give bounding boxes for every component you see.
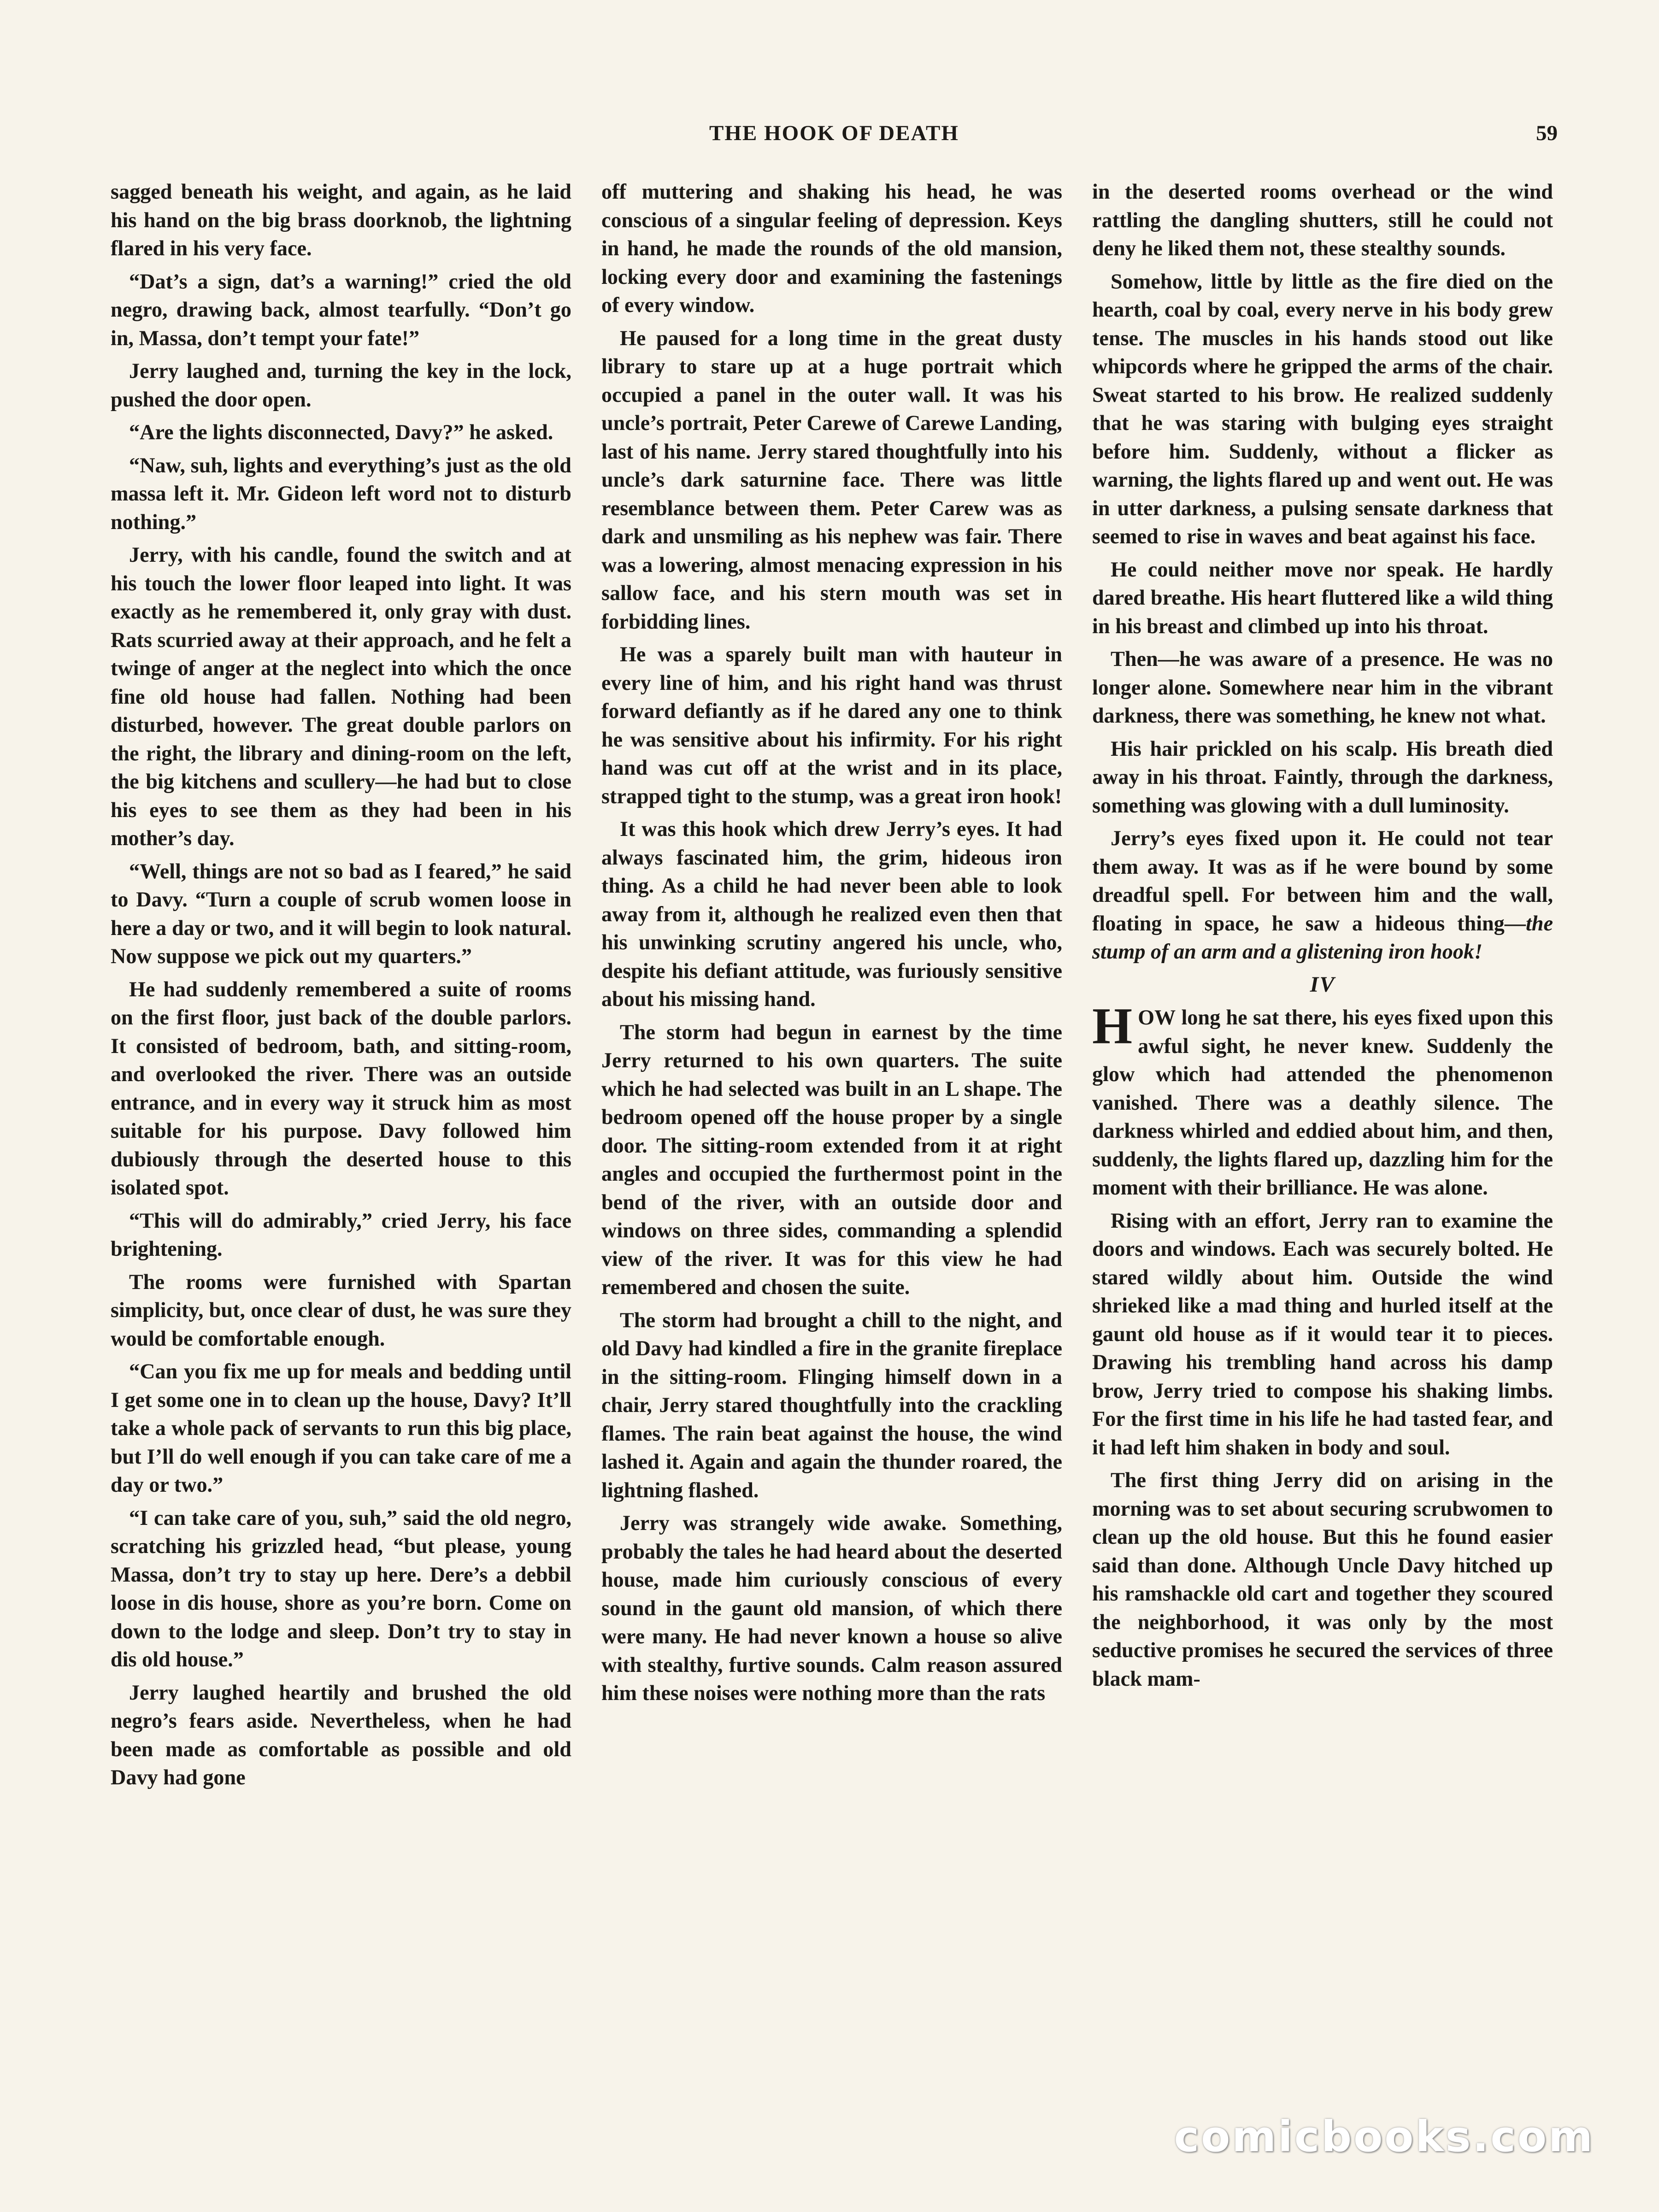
paragraph: He had suddenly remembered a suite of rooms on the first floor, just back of the double parlors. It consisted of bedroom, bath, and sitting-room, and overlooked the river. There was an outside entrance, and in every way it struck him as most suitable for his purpose. Davy followed him dubiously through the deserted house to this isolated spot. [111, 977, 571, 1199]
paragraph: in the deserted rooms overhead or the wind rattling the dangling shutters, still he could not deny he liked them not, these stealthy sounds. [1092, 180, 1553, 260]
watermark: comicbooks.com [1174, 2112, 1594, 2161]
text-columns [111, 177, 1553, 2081]
paragraph: Jerry laughed and, turning the key in the lock, pushed the door open. [111, 359, 571, 411]
paragraph: His hair prickled on his scalp. His breath died away in his throat. Faintly, through the darkness, something was glowing with a dull luminosity. [1092, 736, 1553, 817]
column-1 [111, 177, 571, 2081]
paragraph [1092, 824, 1553, 966]
paragraph: “Can you fix me up for meals and bedding until I get some one in to clean up the house, Davy? It’ll take a whole pack of servants to run this big place, but I’ll do well enough if you can take care of me a day or two.” [111, 1359, 571, 1496]
spell-italic-text: the stump of an arm and a glistening iron hook! [1092, 911, 1553, 963]
paragraph: The rooms were furnished with Spartan simplicity, but, once clear of dust, he was sure they would be comfortable enough. [111, 1270, 571, 1350]
paragraph: “Naw, suh, lights and everything’s just as the old massa left it. Mr. Gideon left word not to disturb nothing.” [111, 453, 571, 534]
dropcap-paragraph-text: long he sat there, his eyes fixed upon this awful sight, he never knew. Suddenly the glow which had attended the phenomenon vanished. There was a deathly silence. The darkness whirled and eddied about him, and then, suddenly, the lights flared up, dazzling him for the moment with their brilliance. He was alone. [1092, 1006, 1553, 1199]
paragraph: sagged beneath his weight, and again, as he laid his hand on the big brass doorknob, the lightning flared in his very face. [111, 180, 571, 260]
paragraph: “Well, things are not so bad as I feared,” he said to Davy. “Turn a couple of scrub women loose in here a day or two, and it will begin to look natural. Now suppose we pick out my quarters.” [111, 859, 571, 968]
paragraph: “I can take care of you, suh,” said the old negro, scratching his grizzled head, “but please, young Massa, don’t try to stay up here. Dere’s a debbil loose in dis house, shore as you’re born. Come on down to the lodge and sleep. Don’t try to stay in dis old house.” [111, 1506, 571, 1671]
paragraph: Jerry, with his candle, found the switch and at his touch the lower floor leaped into light. It was exactly as he remembered it, only gray with dust. Rats scurried away at their approach, and he felt a twinge of anger at the neglect into which the once fine old house had fallen. Nothing had been disturbed, however. The great double parlors on the right, the library and dining-room on the left, the big kitchens and scullery—he had but to close his eyes to see them as they had been in his mother’s day. [111, 543, 571, 850]
paragraph: Then—he was aware of a presence. He was no longer alone. Somewhere near him in the vibrant darkness, there was something, he knew not what. [1092, 647, 1553, 727]
spell-text: Jerry’s eyes fixed upon it. He could not tear them away. It was as if he were bound by some dreadful spell. For between him and the wall, floating in space, he saw a hideous thing— [1092, 826, 1553, 935]
paragraph: Rising with an effort, Jerry ran to examine the doors and windows. Each was securely bolted. He stared wildly about him. Outside the wind shrieked like a mad thing and hurled itself at the gaunt old house as if it would tear it to pieces. Drawing his trembling hand across his damp brow, Jerry tried to compose his shaking limbs. For the first time in his life he had tasted fear, and it had left him shaken in body and soul. [1092, 1208, 1553, 1459]
paragraph: “This will do admirably,” cried Jerry, his face brightening. [111, 1208, 571, 1260]
paragraph-dropcap [1092, 998, 1553, 1202]
paragraph: It was this hook which drew Jerry’s eyes. It had always fascinated him, the grim, hideous iron thing. As a child he had never been able to look away from it, although he realized even then that his unwinking scrutiny angered his uncle, who, despite his defiant attitude, was furiously sensitive about his missing hand. [601, 817, 1062, 1011]
page-header [111, 121, 1558, 158]
paragraph: He was a sparely built man with hauteur in every line of him, and his right hand was thrust forward defiantly as if he dared any one to think he was sensitive about his infirmity. For his right hand was cut off at the wrist and in its place, strapped tight to the stump, was a great iron hook! [601, 642, 1062, 808]
running-title: THE HOOK OF DEATH [709, 121, 959, 145]
page-number: 59 [1536, 121, 1558, 145]
paragraph: “Are the lights disconnected, Davy?” he asked. [129, 420, 553, 444]
paragraph: He paused for a long time in the great dusty library to stare up at a huge portrait which occupied a panel in the outer wall. It was his uncle’s portrait, Peter Carewe of Carewe Landing, last of his name. Jerry stared thoughtfully into his uncle’s dark saturnine face. There was little resemblance between them. Peter Carew was as dark and unsmiling as his nephew was fair. There was a lowering, almost menacing expression in his sallow face, and his stern mouth was set in forbidding lines. [601, 326, 1062, 633]
paragraph: The storm had brought a chill to the night, and old Davy had kindled a fire in the granite fireplace in the sitting-room. Flinging himself down in a chair, Jerry stared thoughtfully into the crackling flames. The rain beat against the house, the wind lashed it. Again and again the thunder roared, the lightning flashed. [601, 1308, 1062, 1502]
paragraph: “Dat’s a sign, dat’s a warning!” cried the old negro, drawing back, almost tearfully. “Don’t go in, Massa, don’t tempt your fate!” [111, 269, 571, 350]
drop-cap: H [1092, 998, 1133, 1055]
column-3 [1092, 177, 1553, 2081]
section-heading: IV [1310, 972, 1335, 997]
paragraph: off muttering and shaking his head, he was conscious of a singular feeling of depression. Keys in hand, he made the rounds of the old mansion, locking every door and examining the fastenings of every window. [601, 180, 1062, 317]
paragraph: He could neither move nor speak. He hardly dared breathe. His heart fluttered like a wild thing in his breast and climbed up into his throat. [1092, 557, 1553, 638]
paragraph: Jerry was strangely wide awake. Something, probably the tales he had heard about the deserted house, made him curiously conscious of every sound in the gaunt old mansion, of which there were many. He had never known a house so alive with stealthy, furtive sounds. Calm reason assured him these noises were nothing more than the rats [601, 1511, 1062, 1705]
paragraph: Jerry laughed heartily and brushed the old negro’s fears aside. Nevertheless, when he had been made as comfortable as possible and old Davy had gone [111, 1680, 571, 1789]
paragraph: The first thing Jerry did on arising in the morning was to set about securing scrubwomen to clean up the old house. But this he found easier said than done. Although Uncle Davy hitched up his ramshackle old cart and together they scoured the neighborhood, it was only by the most seductive promises he secured the services of three black mam- [1092, 1468, 1553, 1690]
column-2 [601, 177, 1062, 2081]
paragraph: Somehow, little by little as the fire died on the hearth, coal by coal, every nerve in his body grew tense. The muscles in his hands stood out like whipcords where he gripped the arms of the chair. Sweat started to his brow. He realized suddenly that he was staring with bulging eyes straight before him. Suddenly, without a flicker as warning, the lights flared up and went out. He was in utter darkness, a pulsing sensate darkness that seemed to rise in waves and beat against his face. [1092, 269, 1553, 548]
paragraph: The storm had begun in earnest by the time Jerry returned to his own quarters. The suite which he had selected was built in an L shape. The bedroom opened off the house proper by a single door. The sitting-room extended from it at right angles and occupied the furthermost point in the bend of the river, with an outside door and windows on three sides, commanding a splendid view of the river. It was for this view he had remembered and chosen the suite. [601, 1020, 1062, 1299]
drop-cap-lead: OW [1138, 1006, 1176, 1029]
